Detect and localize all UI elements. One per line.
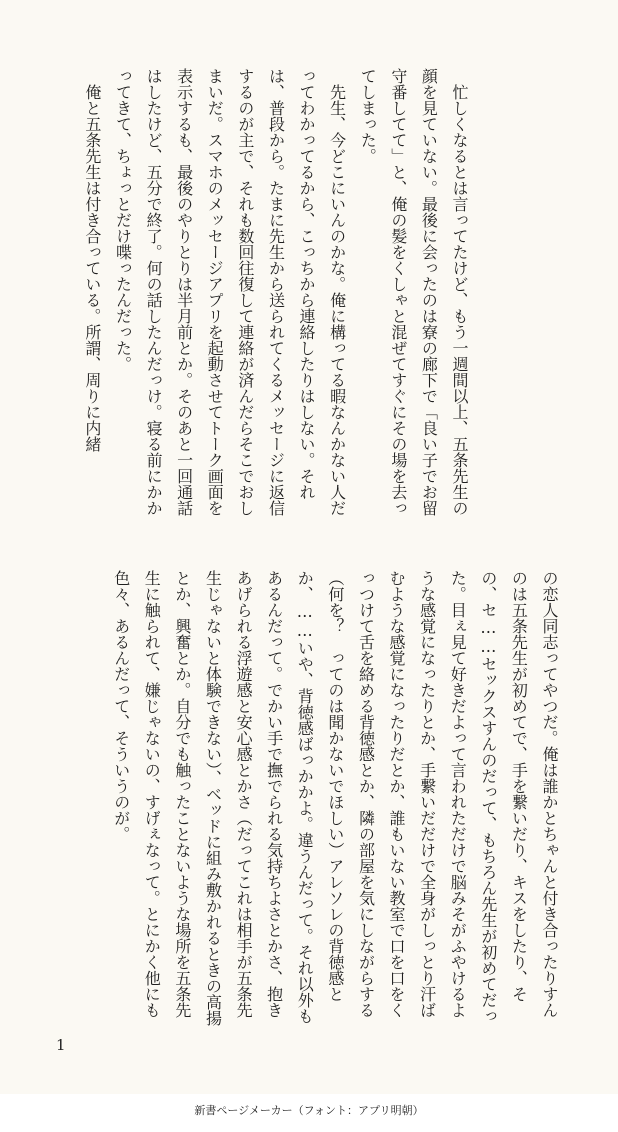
upper-text-block xyxy=(54,68,474,524)
page-number: 1 xyxy=(56,1036,66,1054)
lower-text-block xyxy=(54,570,564,1026)
paragraph-2: 先生、今どこにいんのかな。俺に構ってる暇なんかない人だってわかってるから、こっちから連絡したりはしない。それは、普段から。たまに先生から送られてくるメッセージに返信するのが主で、それも数回往復して連絡が済んだらそこでおしまいだ。スマホのメッセージアプリを起動させてトーク画面を表示するも、最後のやりとりは半月前とか。そのあと一回通話はしたけど、五分で終了。何の話したんだっけ。寝る前にかかってきて、ちょっとだけ喋ったんだった。 xyxy=(113,68,347,516)
paragraph-1: 忙しくなるとは言ってたけど、もう一週間以上、五条先生の顔を見ていない。最後に会ったのは寮の廊下で「良い子でお留守番してて」と、俺の髪をくしゃと混ぜてすぐにその場を去ってしまった。 xyxy=(358,68,469,516)
paragraph-3: 俺と五条先生は付き合っている。所謂、周りに内緒 xyxy=(82,84,102,452)
footer-credit: 新書ページメーカー（フォント：アプリ明朝） xyxy=(0,1094,618,1132)
paragraph-continued: の恋人同志ってやつだ。俺は誰かとちゃんと付き合ったりすんのは五条先生が初めてで、手を繋いだり、キスをしたり、その、セ……セックスすんのだって、もちろん先生が初めてだった。目ぇ見て好きだよって言われただけで脳みそがふやけるような感覚になったりとか、手繋いだだけで全身がしっとり汗ばむような感覚になったりだとか、誰もいない教室で口を口をくっつけて舌を絡める背徳感とか、隣の部屋を気にしながらする（何を？ ってのは聞かないでほしい）アレソレの背徳感とか、……いや、背徳感ばっかかよ。違うんだって。それ以外もあるんだって。でかい手で撫でられる気持ちよさとかさ、抱きあげられる浮遊感と安心感とかさ（だってこれは相手が五条先生じゃないと体験できない）、ベッドに組み敷かれるときの高揚とか、興奮とか。自分でも触ったことないような場所を五条先生に触られて、嫌じゃないの、すげぇなって。とにかく他にも色々、あるんだって、そういうのが。 xyxy=(111,570,559,1026)
